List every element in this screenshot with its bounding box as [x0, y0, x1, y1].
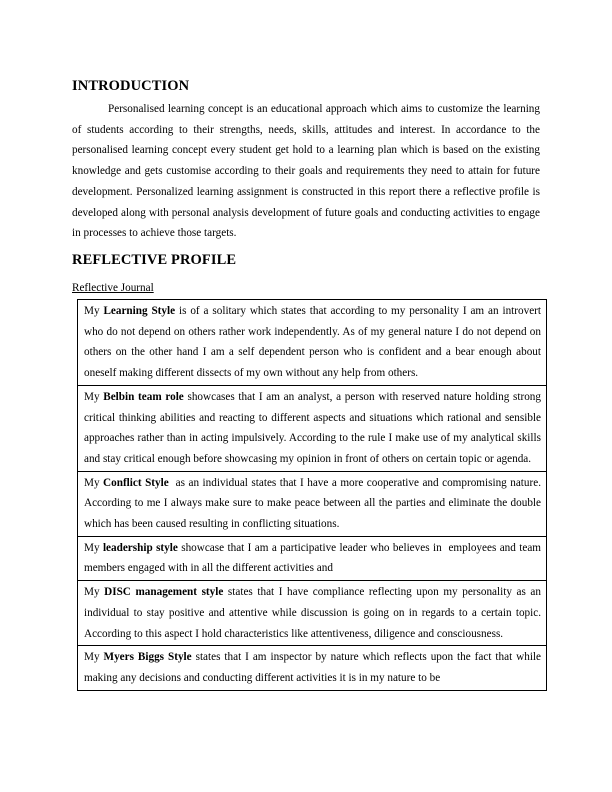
reflective-journal-subheading: Reflective Journal [72, 282, 154, 294]
journal-cell-learning-style [78, 300, 547, 386]
cell-term: leadership style [102, 541, 178, 554]
table-row [78, 536, 547, 580]
cell-text: is of a solitary which states that according to my personality I am an introvert who do not depend on others rather work independently. As of my general nature I do not depend on others on the other hand I am a self dependent person who is confident and a bear enough about oneself making different dissects of my own without any help from others. [84, 305, 541, 380]
table-row [78, 385, 547, 471]
cell-prefix: My [84, 541, 103, 554]
cell-text: states that I am inspector by nature which reflects upon the fact that while making any decisions and conducting different activities it is in my nature to be [84, 651, 542, 684]
journal-cell-conflict-style [78, 471, 547, 536]
journal-cell-belbin-team-role [78, 385, 547, 471]
journal-cell-myers-biggs-style [78, 646, 547, 690]
table-row [78, 300, 547, 386]
introduction-paragraph: Personalised learning concept is an educational approach which aims to customize the learning of students according to their strengths, needs, skills, attitudes and interest. In accordance to the personalised learning concept every student get hold to a learning plan which is based on the existing knowledge and gets customise according to their goals and requirements they need to attain for future development. Personalized learning assignment is constructed in this report there a reflective profile is developed along with personal analysis development of future goals and conducting activities to engage in processes to achieve those targets. [72, 103, 540, 240]
cell-term: DISC management style [104, 586, 224, 599]
cell-text: showcases that I am an analyst, a person with reserved nature holding strong critical thinking abilities and reacting to different aspects and situations which rational and sensible approaches rather than in acting impulsively. According to the rule I make use of my analytical skills and stay critical enough before showcasing my opinion in front of others on certain topic or agenda. [84, 390, 541, 465]
introduction-heading: INTRODUCTION [72, 78, 190, 94]
cell-term: Myers Biggs Style [103, 651, 192, 664]
cell-prefix: My [84, 586, 105, 599]
table-row [78, 471, 547, 536]
cell-prefix: My [84, 305, 104, 317]
journal-cell-leadership-style [78, 536, 547, 580]
cell-prefix: My [84, 476, 104, 489]
journal-cell-disc-management-style [78, 581, 547, 646]
cell-text: states that I have compliance reflecting upon my personality as an individual to stay positive and attentive while discussion is going on in regards to a certain topic. According to this aspect I hold characteristics like attentiveness, diligence and consciousness. [84, 586, 541, 640]
cell-text: showcase that I am a participative leader who believes in employees and team members engaged with in all the different activities and [84, 541, 544, 575]
cell-prefix: My [84, 390, 104, 403]
reflective-journal-table [77, 299, 547, 691]
page-bottom-margin [0, 715, 612, 792]
cell-text: as an individual states that I have a more cooperative and compromising nature. According to me I always make sure to make peace between all the parties and eliminate the double which has been caused resulting in conflicting situations. [84, 476, 544, 531]
cell-term: Learning Style [103, 305, 176, 317]
table-row [78, 646, 547, 690]
cell-term: Conflict Style [103, 476, 169, 489]
reflective-profile-heading: REFLECTIVE PROFILE [72, 252, 237, 268]
cell-prefix: My [84, 651, 104, 664]
cell-term: Belbin team role [103, 390, 184, 403]
table-row [78, 581, 547, 646]
